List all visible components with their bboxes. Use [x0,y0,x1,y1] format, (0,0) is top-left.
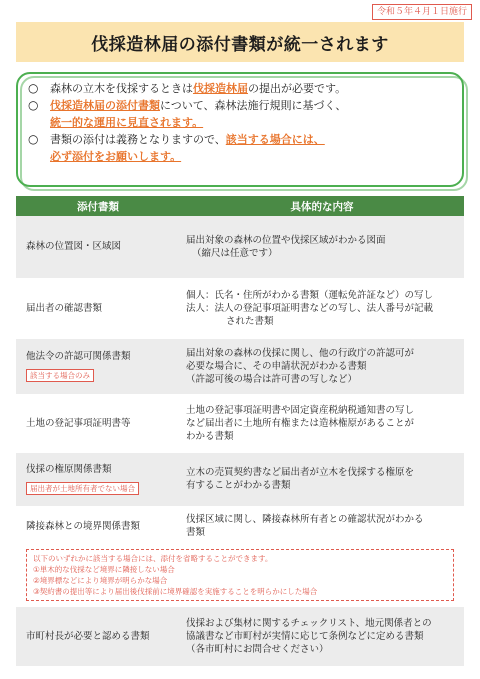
document-details: 個人：氏名・住所がわかる書類（運転免許証など）の写し 法人：法人の登記事項証明書などの写し、法人番号が記載 された書類 [180,278,464,338]
document-details: 伐採および集材に関するチェックリスト、地元関係者との 協議書など市町村が実情に応じて条例などに定める書類 （各市町村にお問合せください） [180,607,464,667]
omit-note-row [16,546,464,607]
notice-text: について、森林法施行規則に基づく、 [160,99,347,112]
document-details: 届出対象の森林の伐採に関し、他の行政庁の許認可が 必要な場合に、その申請状況がわかる書類 （許認可後の場合は許可書の写しなど） [180,338,464,394]
circle-bullet-icon: ○ [28,132,39,146]
circle-bullet-icon: ○ [28,81,39,95]
notice-highlight: 該当する場合には、 [225,133,325,146]
document-name: 隣接森林との境界関係書類 [16,506,180,546]
table-row [16,607,464,667]
notice-item-3-cont [28,148,450,165]
omit-note-box: 以下のいずれかに該当する場合には、添付を省略することができます。 ①単木的な伐採など境界に隣接しない場合 ②境界標などにより境界が明らかな場合 ③契約書の提出等により届出後伐採前に境界確認を実施することを明らかにした場合 [26,549,454,601]
document-name: 森林の位置図・区域図 [16,216,180,278]
table-row [16,338,464,394]
condition-note: 該当する場合のみ [26,369,94,382]
notice-item-3 [28,131,450,148]
notice-item-1 [28,80,450,97]
table-row [16,452,464,506]
document-details: 届出対象の森林の位置や伐採区域がわかる図面 （縮尺は任意です） [180,216,464,278]
document-name: 届出者の確認書類 [16,278,180,338]
notice-highlight: 必ず添付をお願いします。 [50,150,182,163]
document-name: 土地の登記事項証明書等 [16,394,180,452]
notice-item-2-cont [28,114,450,131]
document-details: 土地の登記事項証明書や固定資産税納税通知書の写し など届出者に土地所有権または造林権原があることが わかる書類 [180,394,464,452]
notice-item-2 [28,97,450,114]
notice-highlight: 統一的な運用に見直されます。 [50,116,204,129]
column-header-details: 具体的な内容 [180,196,464,216]
document-name: 市町村長が必要と認める書類 [16,607,180,667]
document-name-cell [16,338,180,394]
notice-box [16,72,464,187]
document-name-cell [16,452,180,506]
notice-highlight: 伐採造林届 [193,82,248,95]
document-name: 他法令の許認可関係書類 [26,351,131,362]
condition-note: 届出者が土地所有者でない場合 [26,482,139,495]
table-row [16,216,464,278]
notice-text: 書類の添付は義務となりますので、 [50,133,226,146]
page-title: 伐採造林届の添付書類が統一されます [91,34,389,55]
title-banner [16,22,464,62]
column-header-documents: 添付書類 [16,196,180,216]
circle-bullet-icon: ○ [28,98,39,112]
attachments-table [16,196,464,667]
notice-text: の提出が必要です。 [248,82,347,95]
table-row [16,506,464,546]
document-name: 伐採の権原関係書類 [26,464,112,475]
notice-highlight: 伐採造林届の添付書類 [50,99,160,112]
effective-date-badge: 令和５年４月１日施行 [372,4,472,20]
document-details: 伐採区域に関し、隣接森林所有者との確認状況がわかる 書類 [180,506,464,546]
table-header [16,196,464,216]
table-row [16,394,464,452]
notice-text: 森林の立木を伐採するときは [50,82,193,95]
table-row [16,278,464,338]
document-details: 立木の売買契約書など届出者が立木を伐採する権原を 有することがわかる書類 [180,452,464,506]
